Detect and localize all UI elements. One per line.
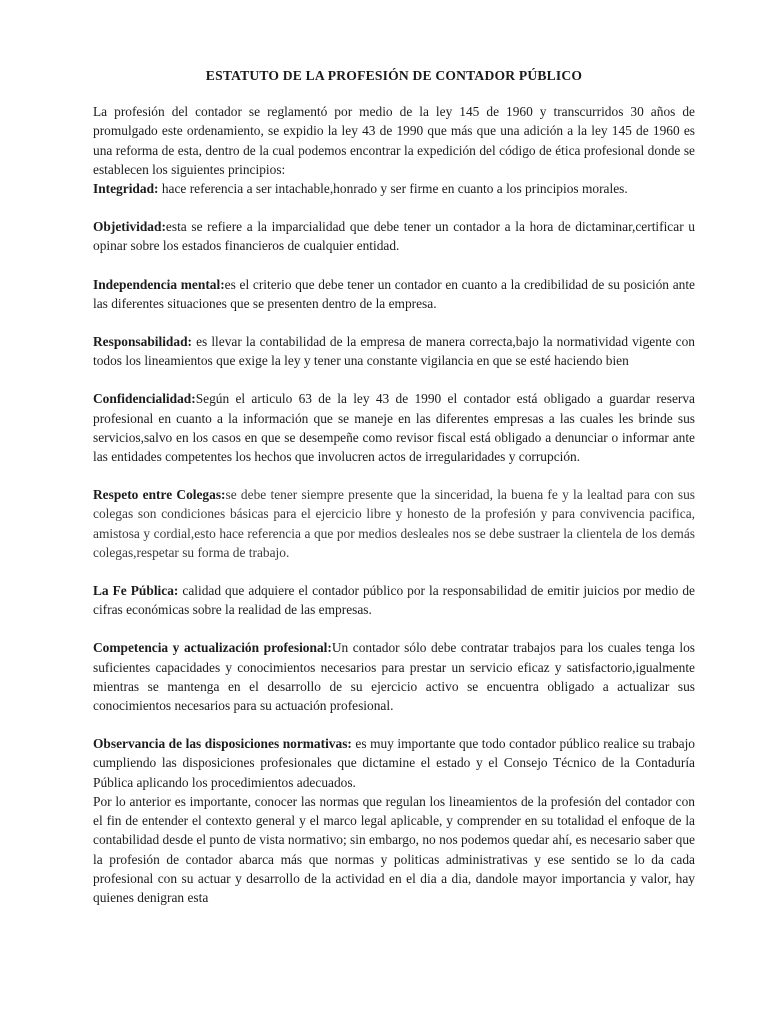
- closing-paragraph: Por lo anterior es importante, conocer las normas que regulan los lineamientos de la profesión del contador con el fin de entender el contexto general y el marco legal aplicable, y comprender en su totalidad el enfoque de la contabilidad desde el punto de vista normativo; sin embargo, no nos podemos quedar ahí, es necesario saber que la profesión de contador abarca más que normas y politicas administrativas y ese sentido se lo da cada profesional con su actuar y desarrollo de la actividad en el dia a dia, dandole mayor importancia y valor, hay quienes denigran esta: [93, 793, 695, 905]
- principle-term: Objetividad:: [93, 219, 166, 235]
- principle-term: La Fe Pública:: [93, 583, 179, 599]
- intro-paragraph: La profesión del contador se reglamentó por medio de la ley 145 de 1960 y transcurridos 30 años de promulgado este ordenamiento, se expidio la ley 43 de 1990 que más que una adición a la ley 145 de 1960 es una reforma de esta, dentro de la cual podemos encontrar la expedición del código de ética profesional donde se establecen los siguientes principios:: [93, 104, 695, 177]
- principle-term: Independencia mental:: [93, 276, 225, 292]
- principle-term: Confidencialidad:: [93, 391, 196, 407]
- principle-objetividad: [93, 217, 695, 255]
- principle-confidencialidad: [93, 389, 695, 466]
- principle-term: Competencia y actualización profesional:: [93, 640, 332, 656]
- principle-fe-publica: [93, 581, 695, 619]
- principle-text: hace referencia a ser intachable,honrado y ser firme en cuanto a los principios morales.: [158, 181, 628, 197]
- principle-respeto-entre-colegas: [93, 485, 695, 562]
- principle-text: se debe tener siempre presente que la sinceridad, la buena fe y la lealtad para con sus colegas son condiciones básicas para el ejercicio libre y honesto de la profesión y para convivencia pacifica, amistosa y cordial,esto hace referencia a que por medios desleales nos se debe sustraer la clientela de los demás colegas,respetar su forma de trabajo.: [93, 487, 695, 560]
- principle-text: es llevar la contabilidad de la empresa de manera correcta,bajo la normatividad vigente con todos los lineamientos que exige la ley y tener una constante vigilancia en que se esté haciendo bien: [93, 334, 695, 369]
- principle-term: Integridad:: [93, 181, 159, 197]
- principle-term: Respeto entre Colegas:: [93, 487, 226, 503]
- principle-term: Responsabilidad:: [93, 334, 192, 350]
- principle-text: es muy importante que todo contador público realice su trabajo cumpliendo las disposiciones profesionales que dictamine el estado y el Consejo Técnico de la Contaduría Pública aplicando los procedimientos adecuados.: [93, 736, 696, 790]
- principle-text: Un contador sólo debe contratar trabajos para los cuales tenga los suficientes capacidades y conocimientos necesarios para prestar un servicio eficaz y satisfactorio,igualmente mientras se mantenga en el desarrollo de su ejercicio activo se encuentra obligado a actualizar sus conocimientos necesarios para su actuación profesional.: [93, 640, 695, 714]
- document-body: [93, 66, 695, 907]
- document-title: ESTATUTO DE LA PROFESIÓN DE CONTADOR PÚBLICO: [205, 68, 583, 83]
- principle-observancia: [93, 734, 695, 792]
- principle-independencia-mental: [93, 275, 695, 313]
- principle-text: es el criterio que debe tener un contador en cuanto a la credibilidad de su posición ante las diferentes situaciones que se presenten dentro de la empresa.: [93, 276, 695, 311]
- principle-text: calidad que adquiere el contador público por la responsabilidad de emitir juicios por medio de cifras económicas sobre la realidad de las empresas.: [93, 583, 696, 618]
- principle-text: Según el articulo 63 de la ley 43 de 1990 el contador está obligado a guardar reserva profesional en cuanto a la información que se maneje en las diferentes empresas a las cuales les brinde sus servicios,salvo en los casos en que se desempeñe como revisor fiscal está obligado a denunciar o informar ante las entidades competentes los hechos que involucren actos de irregularidades y corrupción.: [93, 391, 695, 465]
- principle-competencia: [93, 638, 695, 715]
- principle-text: esta se refiere a la imparcialidad que debe tener un contador a la hora de dictaminar,certificar u opinar sobre los estados financieros de cualquier entidad.: [93, 219, 695, 254]
- principle-integridad: [93, 179, 695, 198]
- principle-responsabilidad: [93, 332, 695, 370]
- principle-term: Observancia de las disposiciones normativas:: [93, 736, 352, 752]
